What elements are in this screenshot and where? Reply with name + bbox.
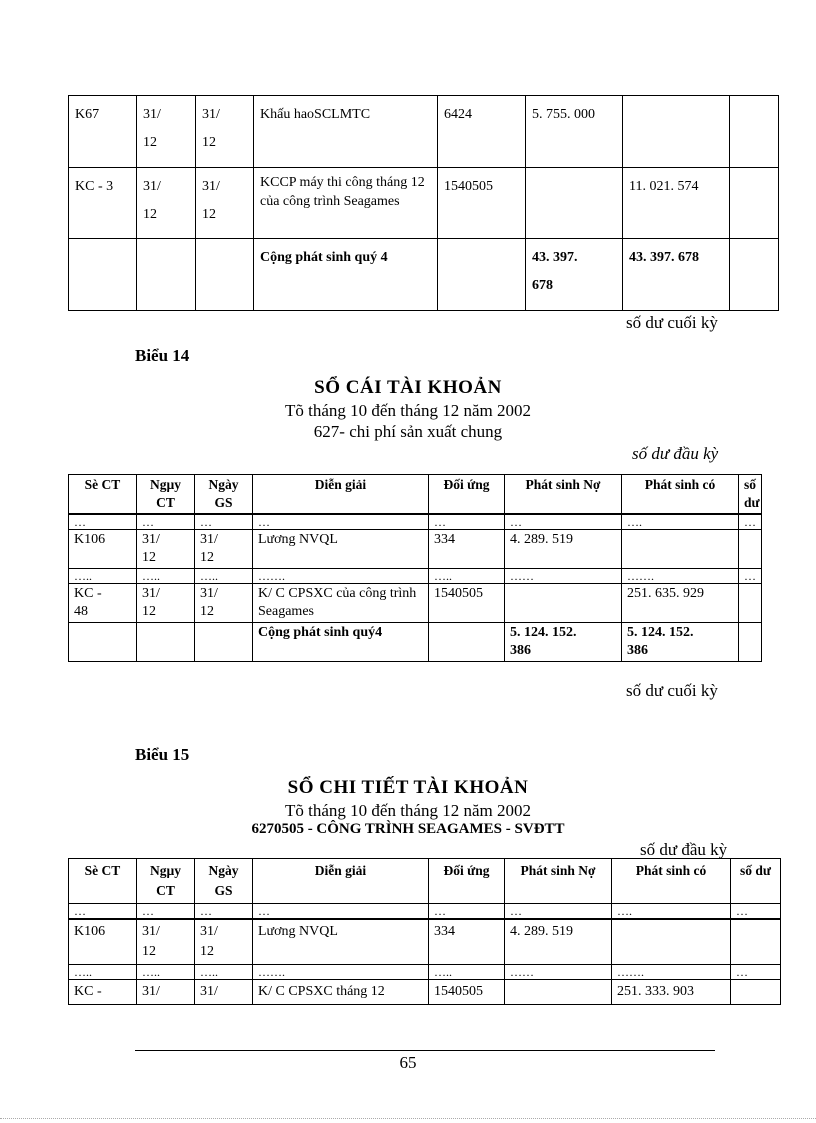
cell: … xyxy=(137,514,195,530)
cell: ……. xyxy=(253,569,429,584)
top-ledger-table xyxy=(68,95,779,311)
header-contra: Đối ứng xyxy=(429,475,505,515)
cell: …… xyxy=(505,569,622,584)
table-row xyxy=(69,904,781,920)
debit: 4. 289. 519 xyxy=(505,919,612,965)
table-row xyxy=(69,919,781,965)
date-gs: 31/ 12 xyxy=(195,919,253,965)
empty-cell xyxy=(69,623,137,662)
date-gs-day: 31/ 12 xyxy=(202,179,220,222)
description: K/ C CPSXC của công trình Seagames xyxy=(253,584,429,623)
balance xyxy=(730,96,779,168)
page-edge-divider xyxy=(0,1118,816,1119)
footer-divider xyxy=(135,1050,715,1051)
cell: ….. xyxy=(137,965,195,980)
cell: … xyxy=(731,965,781,980)
cell: …. xyxy=(612,904,731,920)
section-label: Biểu 14 xyxy=(135,346,190,365)
cell: ….. xyxy=(137,569,195,584)
contra-account: 6424 xyxy=(438,96,526,168)
debit xyxy=(505,980,612,1005)
cell: … xyxy=(429,904,505,920)
date-ct: 31/ 12 xyxy=(137,530,195,569)
credit: 251. 635. 929 xyxy=(622,584,739,623)
debit: 5. 755. 000 xyxy=(526,96,623,168)
empty-cell xyxy=(195,623,253,662)
date-ct xyxy=(137,168,196,239)
date-gs xyxy=(196,96,254,168)
header-debit: Phát sinh Nợ xyxy=(505,859,612,904)
detail-ledger-table xyxy=(68,858,781,1005)
credit: 251. 333. 903 xyxy=(612,980,731,1005)
debit xyxy=(526,168,623,239)
date-gs-day: 31/ 12 xyxy=(202,107,220,150)
empty-cell xyxy=(69,239,137,311)
cell: … xyxy=(739,569,762,584)
cell: …… xyxy=(505,965,612,980)
credit: 11. 021. 574 xyxy=(623,168,730,239)
cell: ….. xyxy=(69,569,137,584)
doc-number: K106 xyxy=(69,530,137,569)
cell: ….. xyxy=(195,965,253,980)
ledger-period: Tõ tháng 10 đến tháng 12 năm 2002 xyxy=(285,401,531,420)
balance xyxy=(731,980,781,1005)
cell: … xyxy=(253,514,429,530)
contra-account: 334 xyxy=(429,919,505,965)
credit xyxy=(623,96,730,168)
cell: … xyxy=(731,904,781,920)
section-label: Biểu 15 xyxy=(135,745,190,764)
table-row xyxy=(69,96,779,168)
empty-cell xyxy=(730,239,779,311)
balance xyxy=(731,919,781,965)
total-row xyxy=(69,239,779,311)
contra-account: 1540505 xyxy=(429,584,505,623)
cell: … xyxy=(69,904,137,920)
header-date-gs: Ngày GS xyxy=(195,859,253,904)
contra-account: 1540505 xyxy=(429,980,505,1005)
date-ct: 31/ 12 xyxy=(137,919,195,965)
closing-balance-label: số dư cuối kỳ xyxy=(626,313,718,332)
ledger-account: 627- chi phí sản xuất chung xyxy=(313,422,503,441)
date-ct: 31/ xyxy=(137,980,195,1005)
opening-balance-label: số dư đầu kỳ xyxy=(632,444,719,463)
page-number: 65 xyxy=(399,1053,417,1072)
date-gs: 31/ 12 xyxy=(195,530,253,569)
contra-account: 1540505 xyxy=(438,168,526,239)
table-row xyxy=(69,168,779,239)
header-date-gs: Ngày GS xyxy=(195,475,253,515)
cell: … xyxy=(69,514,137,530)
table-row xyxy=(69,980,781,1005)
header-row xyxy=(69,859,781,904)
debit: 4. 289. 519 xyxy=(505,530,622,569)
header-date-ct: Ngµy CT xyxy=(137,859,195,904)
cell: ….. xyxy=(429,569,505,584)
doc-number: KC - 3 xyxy=(69,168,137,239)
cell: …. xyxy=(622,514,739,530)
ledger-title: SỔ CHI TIẾT TÀI KHOẢN xyxy=(287,777,529,798)
table-row xyxy=(69,584,762,623)
description: Khấu haoSCLMTC xyxy=(254,96,438,168)
total-label: Cộng phát sinh quý4 xyxy=(253,623,429,662)
header-doc-number: Sè CT xyxy=(69,859,137,904)
total-row xyxy=(69,623,762,662)
cell: ….. xyxy=(69,965,137,980)
empty-cell xyxy=(196,239,254,311)
balance xyxy=(739,530,762,569)
doc-number: K67 xyxy=(69,96,137,168)
cell: ……. xyxy=(253,965,429,980)
date-ct-day: 31/ 12 xyxy=(143,107,161,150)
description: Lương NVQL xyxy=(253,919,429,965)
cell: … xyxy=(253,904,429,920)
total-credit: 43. 397. 678 xyxy=(623,239,730,311)
header-balance: số dư xyxy=(739,475,762,515)
header-credit: Phát sinh có xyxy=(622,475,739,515)
date-gs: 31/ 12 xyxy=(195,584,253,623)
cell: … xyxy=(429,514,505,530)
cell: … xyxy=(195,514,253,530)
date-ct-day: 31/ 12 xyxy=(143,179,161,222)
header-debit: Phát sinh Nợ xyxy=(505,475,622,515)
doc-number: K106 xyxy=(69,919,137,965)
empty-cell xyxy=(137,239,196,311)
ledger-title: SỔ CÁI TÀI KHOẢN xyxy=(314,377,502,398)
cell: … xyxy=(137,904,195,920)
header-doc-number: Sè CT xyxy=(69,475,137,515)
header-balance: số dư xyxy=(731,859,781,904)
cell: ……. xyxy=(612,965,731,980)
balance xyxy=(730,168,779,239)
opening-balance-label: số dư đầu kỳ xyxy=(640,840,728,859)
empty-cell xyxy=(739,623,762,662)
closing-balance-label: số dư cuối kỳ xyxy=(626,681,718,700)
empty-cell xyxy=(438,239,526,311)
table-row xyxy=(69,530,762,569)
header-credit: Phát sinh có xyxy=(612,859,731,904)
header-description: Diễn giải xyxy=(253,475,429,515)
empty-cell xyxy=(429,623,505,662)
contra-account: 334 xyxy=(429,530,505,569)
header-description: Diễn giải xyxy=(253,859,429,904)
description: Lương NVQL xyxy=(253,530,429,569)
empty-cell xyxy=(137,623,195,662)
description: KCCP máy thi công tháng 12 của công trình Seagames xyxy=(254,168,438,239)
date-gs: 31/ xyxy=(195,980,253,1005)
balance xyxy=(739,584,762,623)
description: K/ C CPSXC tháng 12 xyxy=(253,980,429,1005)
cell: … xyxy=(505,514,622,530)
total-credit: 5. 124. 152. 386 xyxy=(622,623,739,662)
doc-number: KC - xyxy=(69,980,137,1005)
ledger-period: Tõ tháng 10 đến tháng 12 năm 2002 xyxy=(285,801,531,820)
doc-number: KC - 48 xyxy=(69,584,137,623)
table-row xyxy=(69,514,762,530)
table-row xyxy=(69,965,781,980)
date-gs xyxy=(196,168,254,239)
total-debit: 5. 124. 152. 386 xyxy=(505,623,622,662)
header-date-ct: Ngµy CT xyxy=(137,475,195,515)
header-contra: Đối ứng xyxy=(429,859,505,904)
ledger-account: 6270505 - CÔNG TRÌNH SEAGAMES - SVĐTT xyxy=(251,821,565,837)
credit xyxy=(612,919,731,965)
credit xyxy=(622,530,739,569)
date-ct xyxy=(137,96,196,168)
total-label: Cộng phát sinh quý 4 xyxy=(254,239,438,311)
header-row xyxy=(69,475,762,515)
cell: … xyxy=(505,904,612,920)
cell: … xyxy=(739,514,762,530)
cell: … xyxy=(195,904,253,920)
table-row xyxy=(69,569,762,584)
debit xyxy=(505,584,622,623)
cell: ….. xyxy=(429,965,505,980)
general-ledger-table xyxy=(68,474,762,662)
cell: ….. xyxy=(195,569,253,584)
cell: ……. xyxy=(622,569,739,584)
total-debit: 43. 397. 678 xyxy=(526,239,623,311)
date-ct: 31/ 12 xyxy=(137,584,195,623)
